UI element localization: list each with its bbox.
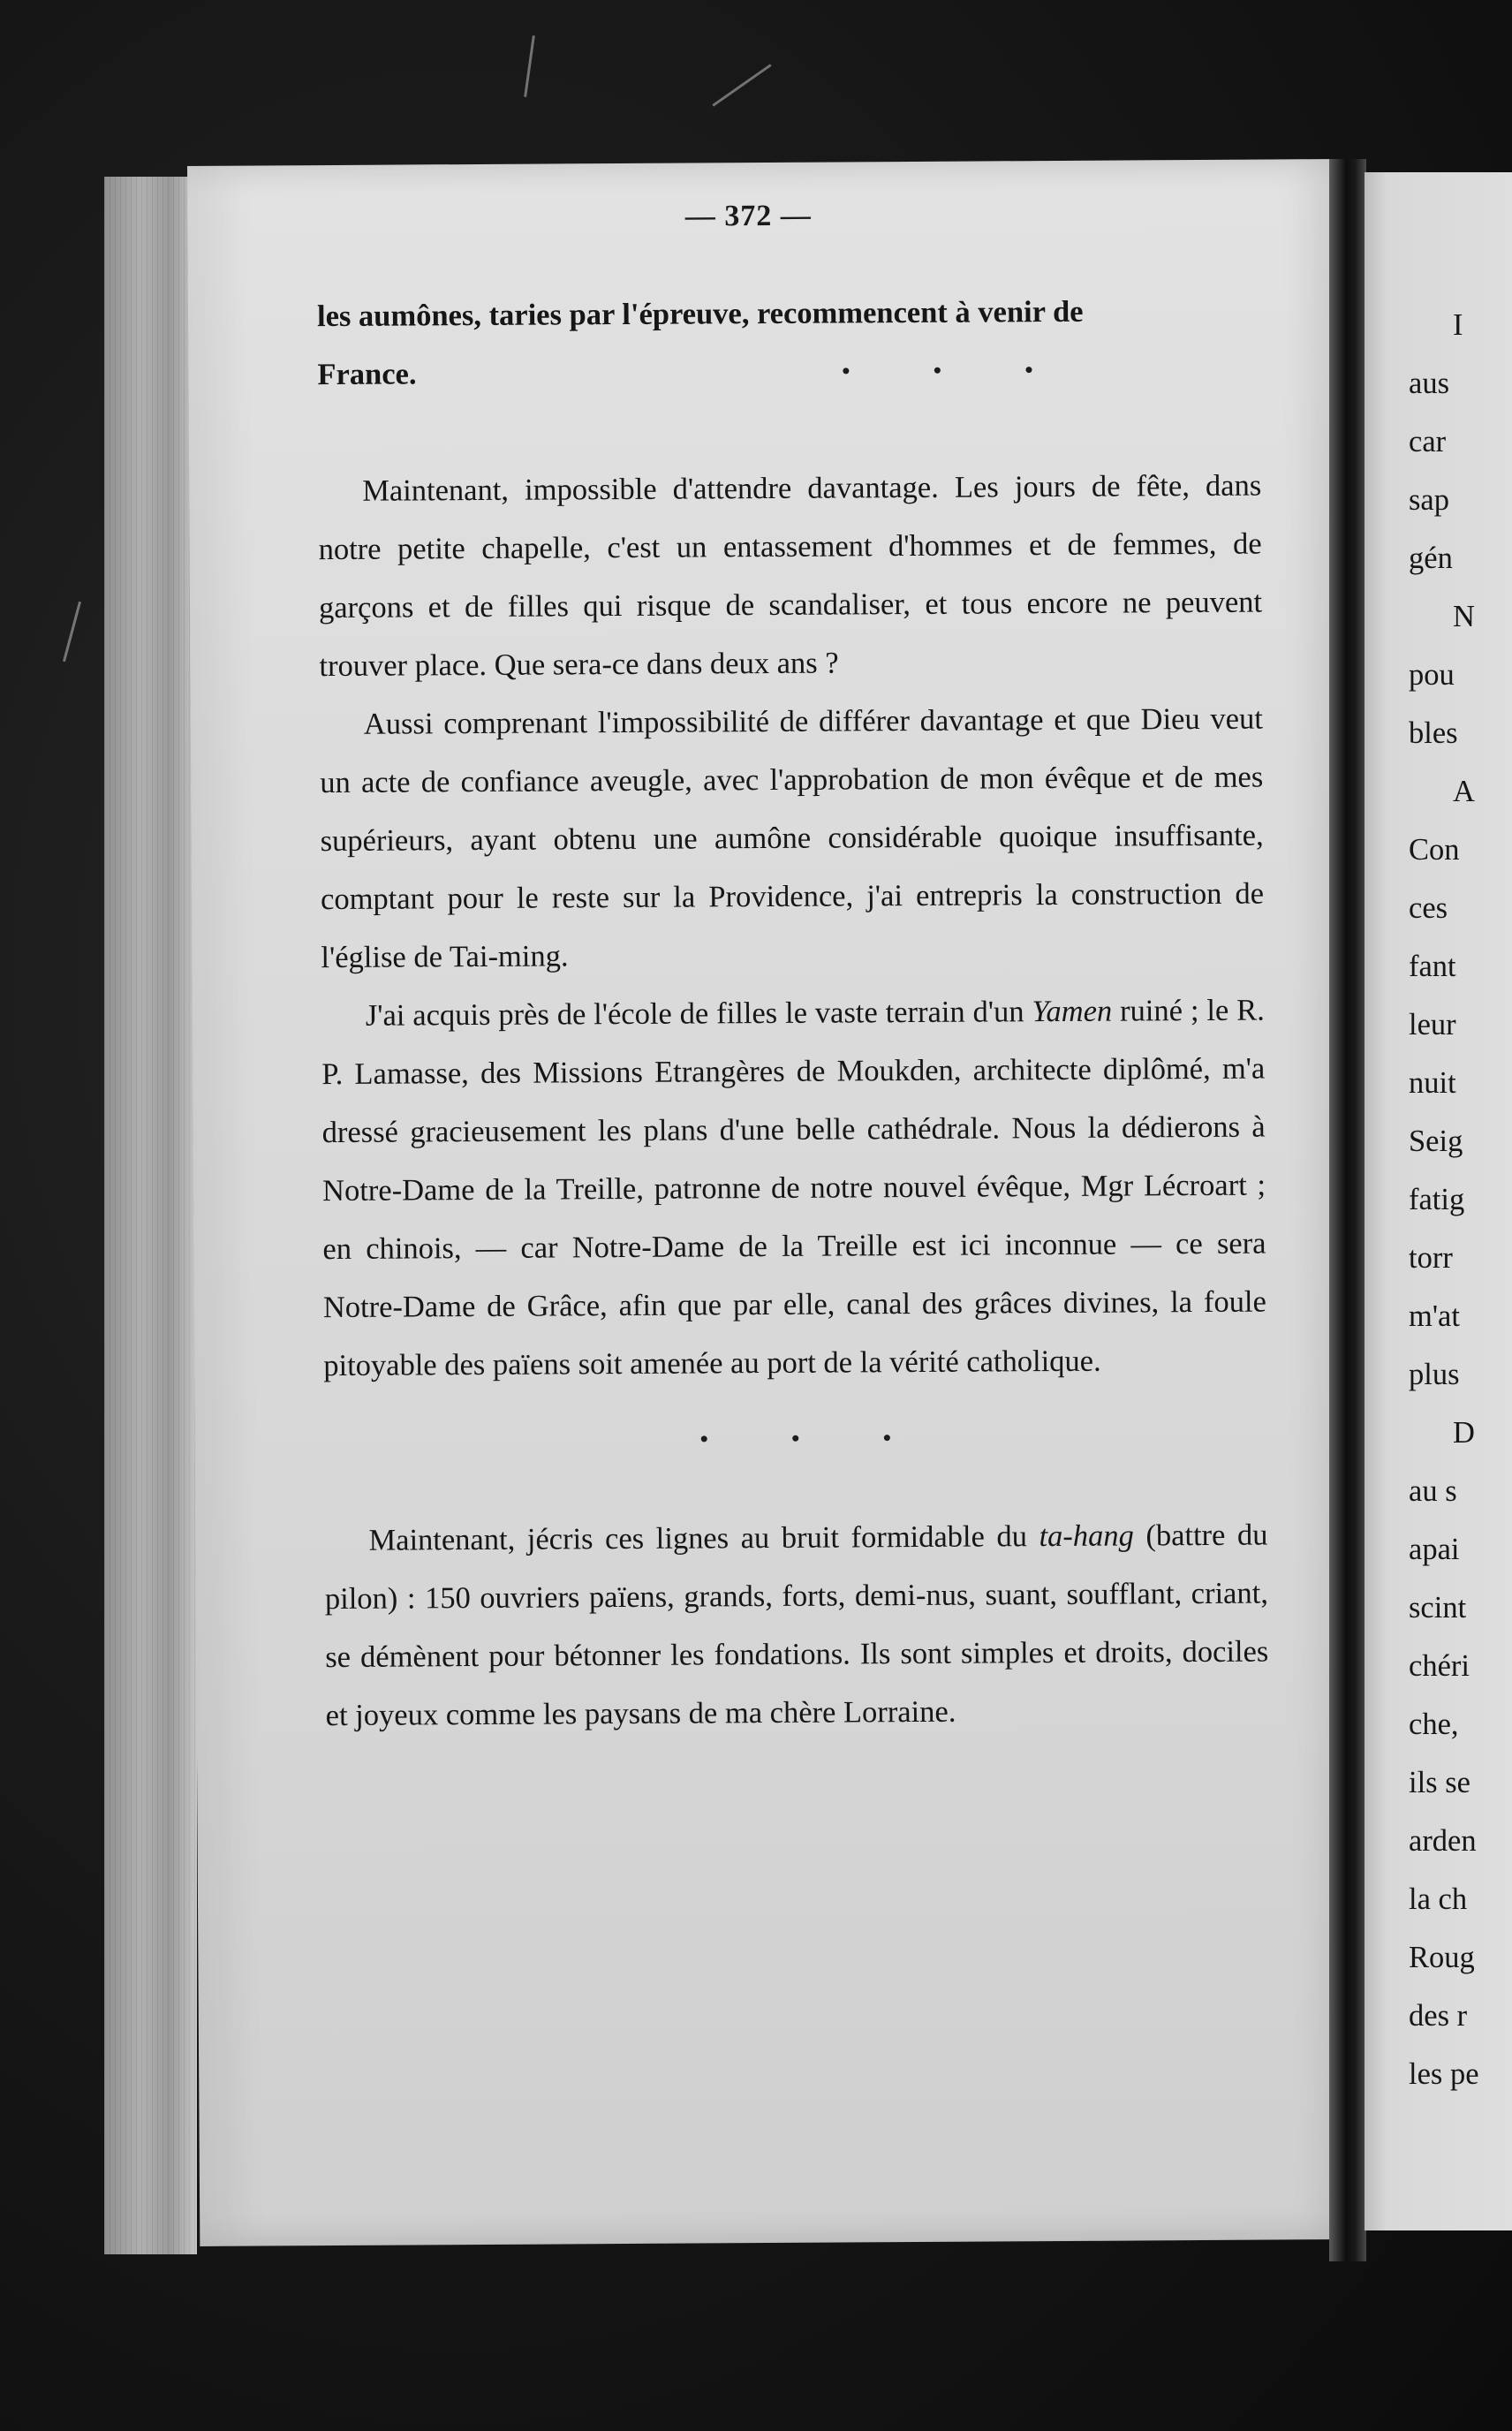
facing-line: A [1453, 775, 1475, 808]
facing-line: la ch [1409, 1882, 1468, 1916]
spacer [318, 398, 1261, 463]
facing-line: che, [1409, 1708, 1459, 1741]
paragraph-4 [324, 1506, 1269, 1746]
facing-line: arden [1409, 1824, 1477, 1858]
facing-page-column [1409, 296, 1512, 2103]
paragraph-4-italic: ta-hang [1039, 1518, 1134, 1554]
facing-line: des r [1409, 1999, 1468, 2033]
paragraph-3-end: ruiné ; le R. P. Lamasse, des Missions Etrangères de Moukden, architecte diplômé, m'a dressé gracieusement les plans d'une belle cathédrale. Nous la dédierons à Notre-Dame de la Treille, patronne de notre nouvel évêque, Mgr Lécroart ; en chinois, — car Notre-Dame de la Treille est ici inconnue — ce sera Notre-Dame de Grâce, afin que par elle, canal des grâces divines, la foule pitoyable des païens soit amenée au port de la vérité catholique. [321, 993, 1266, 1383]
facing-line: au s [1409, 1474, 1457, 1508]
facing-line: Roug [1409, 1941, 1475, 1974]
page-edge-texture [104, 177, 197, 2254]
facing-line: ces [1409, 891, 1448, 925]
paragraph-1: Maintenant, impossible d'attendre davantage. Les jours de fête, dans notre petite chapelle, c'est un entassement d'hommes et de femmes, de garçons et de filles qui risque de scandaliser, et tous encore ne peuvent trouver place. Que sera-ce dans deux ans ? [318, 468, 1263, 684]
facing-page-fragment [1365, 172, 1512, 2230]
paragraph-4-end: (battre du pilon) : 150 ouvriers païens, grands, forts, demi-nus, suant, soufflant, criant, se démènent pour bétonner les fondations. Ils sont simples et droits, dociles et joyeux comme les paysans de ma chère Lorraine. [324, 1518, 1269, 1733]
opening-line-1: les aumônes, taries par l'épreuve, recommencent à venir de [316, 294, 1084, 334]
paragraph-2: Aussi comprenant l'impossibilité de différer davantage et que Dieu veut un acte de confiance aveugle, avec l'approbation de mon évêque et de mes supérieurs, ayant obtenu une aumône considérable quoique insuffisante, comptant pour le reste sur la Providence, j'ai entrepris la construction de l'église de Tai-ming. [320, 701, 1265, 975]
facing-line: sap [1409, 483, 1449, 517]
facing-line: fatig [1409, 1183, 1465, 1216]
facing-line: gén [1409, 541, 1453, 575]
facing-line: apai [1409, 1533, 1460, 1566]
page-number: — 372 — [684, 199, 812, 233]
paragraph-3 [321, 981, 1267, 1396]
facing-line: I [1453, 308, 1463, 342]
facing-line: car [1409, 425, 1447, 458]
paragraph-3-italic: Yamen [1032, 994, 1113, 1029]
paragraph-4-start: Maintenant, jécris ces lignes au bruit formidable du [368, 1519, 1040, 1557]
facing-line: D [1453, 1416, 1475, 1450]
facing-line: pou [1409, 658, 1455, 692]
opening-line-2: France. [317, 357, 417, 392]
book-gutter [1329, 159, 1366, 2261]
paragraph-3-start: J'ai acquis près de l'école de filles le vaste terrain d'un [365, 995, 1032, 1033]
facing-line: Seig [1409, 1125, 1463, 1158]
facing-line: m'at [1409, 1299, 1460, 1333]
page-body [317, 282, 1269, 1745]
facing-line: scint [1409, 1591, 1467, 1624]
facing-line: Con [1409, 833, 1460, 867]
facing-line: aus [1409, 367, 1449, 400]
section-separator: • • • [842, 356, 1072, 384]
section-separator-2: • • • [699, 1424, 931, 1452]
facing-line: torr [1409, 1241, 1453, 1275]
facing-line: chéri [1409, 1649, 1470, 1683]
facing-line: N [1453, 600, 1475, 633]
book-page-372 [187, 159, 1352, 2246]
facing-line: ils se [1409, 1766, 1470, 1799]
facing-line: leur [1409, 1008, 1456, 1041]
facing-line: nuit [1409, 1066, 1456, 1100]
facing-line: les pe [1409, 2057, 1479, 2091]
facing-line: plus [1409, 1358, 1460, 1391]
facing-line: bles [1409, 716, 1458, 750]
facing-line: fant [1409, 950, 1456, 983]
spacer [324, 1465, 1267, 1512]
